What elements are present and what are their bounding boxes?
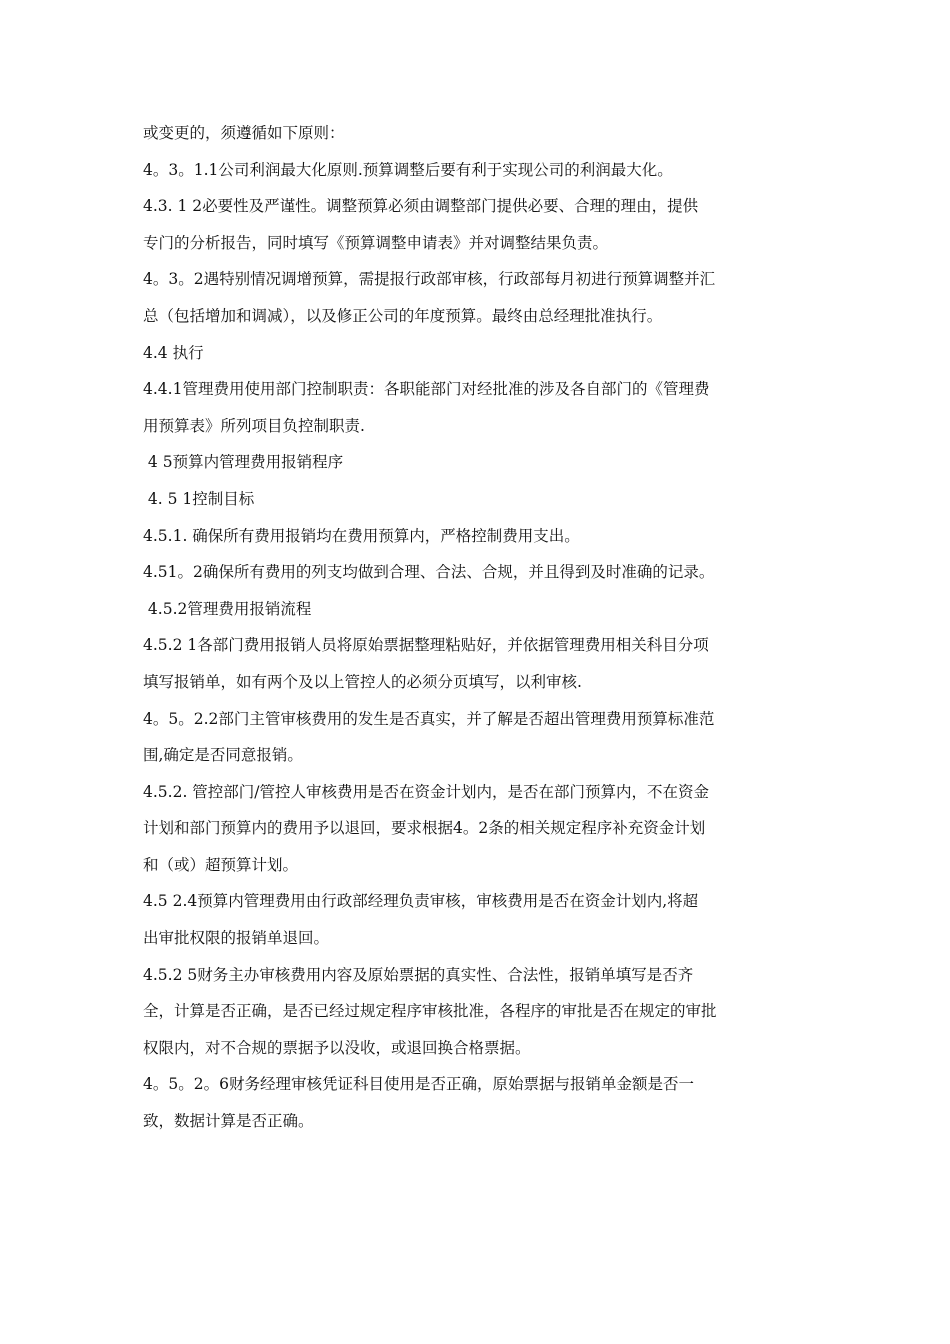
paragraph: [143, 152, 823, 189]
paragraph: [143, 115, 823, 152]
paragraph: [143, 774, 823, 884]
paragraph: [143, 444, 823, 481]
text-line: 和（或）超预算计划。: [143, 855, 299, 874]
text-line: 4 5预算内管理费用报销程序: [143, 453, 344, 472]
paragraph: [143, 371, 823, 444]
text-line: 权限内，对不合规的票据予以没收，或退回换合格票据。: [143, 1038, 531, 1057]
paragraph: [143, 883, 823, 956]
paragraph: [143, 701, 823, 774]
text-line: 4.5.2管理费用报销流程: [143, 599, 312, 618]
text-line: 4。5。2。6财务经理审核凭证科目使用是否正确，原始票据与报销单金额是否一: [143, 1075, 694, 1094]
paragraph: [143, 518, 823, 555]
text-line: 4. 5 1控制目标: [143, 489, 255, 508]
text-line: 4.5.2 5财务主办审核费用内容及原始票据的真实性、合法性，报销单填写是否齐: [143, 965, 694, 984]
text-line: 4.5 2.4预算内管理费用由行政部经理负责审核，审核费用是否在资金计划内,将超: [143, 892, 699, 911]
text-line: 4.5.1. 确保所有费用报销均在费用预算内，严格控制费用支出。: [143, 526, 580, 545]
text-line: 围,确定是否同意报销。: [143, 746, 303, 765]
paragraph: [143, 261, 823, 334]
text-line: 全，计算是否正确，是否已经过规定程序审核批准，各程序的审批是否在规定的审批: [143, 1002, 717, 1021]
text-line: 4.5.2 1各部门费用报销人员将原始票据整理粘贴好，并依据管理费用相关科目分项: [143, 636, 709, 655]
paragraph: [143, 335, 823, 372]
text-line: 4。3。1.1公司利润最大化原则.预算调整后要有利于实现公司的利润最大化。: [143, 160, 673, 179]
paragraph: [143, 1066, 823, 1139]
text-line: 填写报销单，如有两个及以上管控人的必须分页填写，以利审核.: [143, 672, 582, 691]
text-line: 出审批权限的报销单退回。: [143, 929, 330, 948]
text-line: 用预算表》所列项目负控制职责.: [143, 416, 365, 435]
text-line: 4.3. 1 2必要性及严谨性。调整预算必须由调整部门提供必要、合理的理由，提供: [143, 197, 699, 216]
text-line: 计划和部门预算内的费用予以退回，要求根据4。2条的相关规定程序补充资金计划: [143, 819, 706, 838]
text-line: 总（包括增加和调减），以及修正公司的年度预算。最终由总经理批准执行。: [143, 306, 663, 325]
paragraph: [143, 188, 823, 261]
document-body: [143, 115, 823, 1140]
text-line: 4。3。2遇特别情况调增预算，需提报行政部审核，行政部每月初进行预算调整并汇: [143, 270, 716, 289]
paragraph: [143, 957, 823, 1067]
text-line: 4.4.1管理费用使用部门控制职责：各职能部门对经批准的涉及各自部门的《管理费: [143, 380, 710, 399]
text-line: 4.51。2确保所有费用的列支均做到合理、合法、合规，并且得到及时准确的记录。: [143, 563, 715, 582]
paragraph: [143, 591, 823, 628]
text-line: 致，数据计算是否正确。: [143, 1112, 314, 1131]
paragraph: [143, 554, 823, 591]
text-line: 或变更的，须遵循如下原则：: [143, 124, 345, 142]
text-line: 4。5。2.2部门主管审核费用的发生是否真实，并了解是否超出管理费用预算标准范: [143, 709, 715, 728]
text-line: 专门的分析报告，同时填写《预算调整申请表》并对调整结果负责。: [143, 233, 609, 252]
paragraph: [143, 627, 823, 700]
paragraph: [143, 481, 823, 518]
text-line: 4.4 执行: [143, 343, 204, 362]
text-line: 4.5.2. 管控部门/管控人审核费用是否在资金计划内，是否在部门预算内，不在资金: [143, 782, 710, 801]
